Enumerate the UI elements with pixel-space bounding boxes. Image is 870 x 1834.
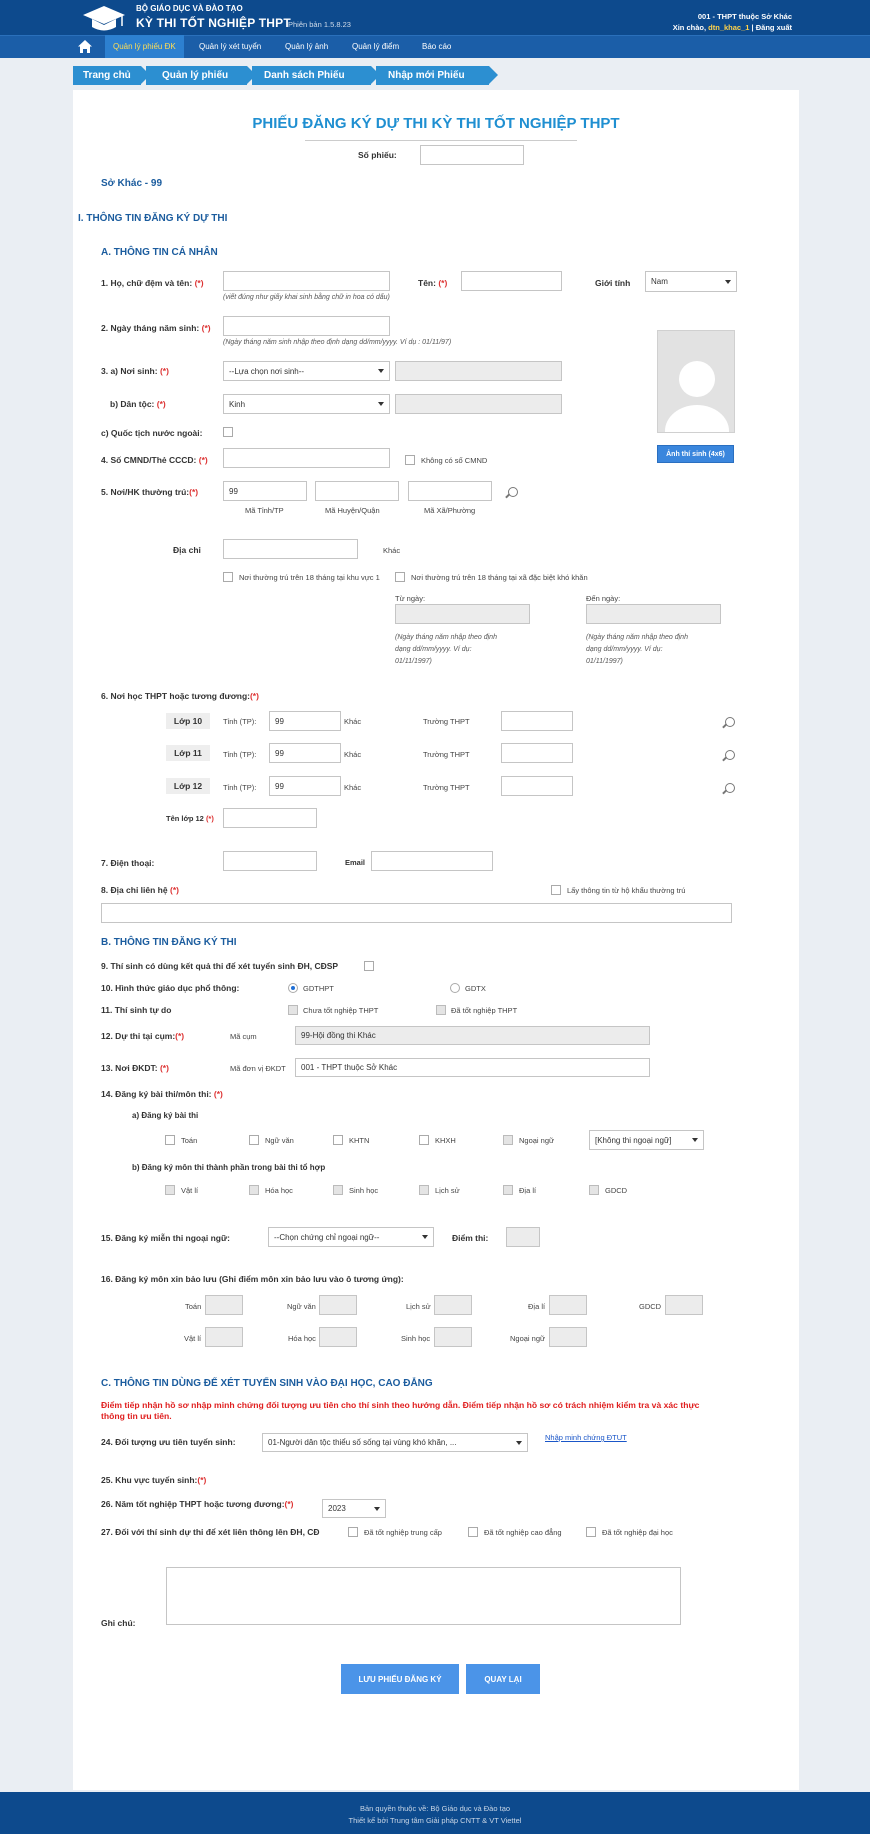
- nav-item-quan-ly-diem[interactable]: Quản lý điểm: [352, 42, 400, 51]
- bl-gdcd-input: [665, 1295, 703, 1315]
- email-label: Email: [345, 858, 366, 867]
- ten-label: [418, 278, 447, 288]
- ten-lop-required: (*): [205, 814, 214, 823]
- grade-10-truong-label: Trường THPT: [423, 717, 470, 726]
- ghi-chu-textarea[interactable]: [166, 1567, 681, 1625]
- minh-chung-link[interactable]: Nhập minh chứng ĐTUT: [545, 1433, 627, 1442]
- logout-link[interactable]: Đăng xuất: [755, 23, 792, 32]
- bl-ngoai-ngu-input: [549, 1327, 587, 1347]
- noi-sinh-other-input: [395, 361, 562, 381]
- username-link[interactable]: dtn_khac_1: [708, 23, 750, 32]
- q3b-required: (*): [156, 399, 166, 409]
- mt-hoa-hoc-checkbox: [249, 1185, 259, 1195]
- dia-chi-lien-he-input[interactable]: [101, 903, 732, 923]
- page-footer: [0, 1792, 870, 1834]
- search-icon[interactable]: [508, 487, 518, 497]
- home-icon[interactable]: [77, 39, 93, 54]
- bl-toan-input: [205, 1295, 243, 1315]
- tu-ngay-hint-3: 01/11/1997): [395, 658, 432, 665]
- bt-toan-checkbox[interactable]: [165, 1135, 175, 1145]
- footer-copyright: Bản quyền thuộc về: Bộ Giáo dục và Đào tạo: [359, 1804, 511, 1813]
- q9-checkbox[interactable]: [364, 961, 374, 971]
- gioi-tinh-select[interactable]: Nam: [645, 271, 737, 292]
- den-ngay-input: [586, 604, 721, 624]
- kv1-checkbox[interactable]: [223, 572, 233, 582]
- q6-text: 6. Nơi học THPT hoặc tương đương:: [101, 691, 250, 701]
- chung-chi-select[interactable]: --Chọn chứng chỉ ngoại ngữ--: [268, 1227, 434, 1247]
- ho-ten-input[interactable]: [223, 271, 390, 291]
- q13-required: (*): [159, 1063, 169, 1073]
- ma-tinh-caption: Mã Tỉnh/TP: [245, 506, 284, 515]
- ten-text: Tên:: [418, 278, 436, 288]
- bt-ngu-van-checkbox[interactable]: [249, 1135, 259, 1145]
- tu-ngay-input: [395, 604, 530, 624]
- nam-tot-nghiep-select[interactable]: 2023: [322, 1499, 386, 1518]
- bt-khxh-label: KHXH: [435, 1136, 456, 1145]
- grade-11-tag: Lớp 11: [166, 745, 210, 761]
- doi-tuong-select[interactable]: 01-Người dân tộc thiểu số sống tại vùng khó khăn, ...: [262, 1433, 528, 1452]
- chua-tn-label: Chưa tốt nghiệp THPT: [303, 1006, 379, 1015]
- grade-10-search-icon[interactable]: [725, 717, 735, 727]
- q4-label: [101, 455, 208, 465]
- den-ngay-label: Đến ngày:: [586, 594, 621, 603]
- gioi-tinh-label: Giới tính: [595, 278, 631, 288]
- grade-12-truong-label: Trường THPT: [423, 783, 470, 792]
- q4-text: 4. Số CMND/Thẻ CCCD:: [101, 455, 197, 465]
- breadcrumb-quan-ly[interactable]: Quản lý phiếu: [146, 66, 247, 85]
- bl-hoa-hoc-input: [319, 1327, 357, 1347]
- q1-label: [101, 278, 204, 288]
- mt-sinh-hoc-checkbox: [333, 1185, 343, 1195]
- mt-dia-li-label: Địa lí: [519, 1186, 537, 1195]
- q2-hint: (Ngày tháng năm sinh nhập theo định dạng dd/mm/yyyy. Ví dụ : 01/11/97): [223, 339, 452, 346]
- q8-label: [101, 885, 179, 895]
- mt-sinh-hoc-label: Sinh học: [349, 1186, 379, 1195]
- mt-vat-li-label: Vật lí: [181, 1186, 199, 1195]
- ngay-sinh-input[interactable]: [223, 316, 390, 336]
- no-cmnd-label: Không có số CMND: [421, 456, 488, 465]
- nav-item-quan-ly-anh[interactable]: Quản lý ảnh: [285, 42, 329, 51]
- gdtx-radio[interactable]: [450, 983, 460, 993]
- ma-xa-caption: Mã Xã/Phường: [424, 506, 476, 515]
- q13-label: [101, 1063, 169, 1073]
- quoc-tich-checkbox[interactable]: [223, 427, 233, 437]
- grade-11-search-icon[interactable]: [725, 750, 735, 760]
- ghi-chu-label: Ghi chú:: [101, 1618, 136, 1628]
- q9-label: 9. Thí sinh có dùng kết quả thi để xét tuyển sinh ĐH, CĐSP: [101, 961, 339, 971]
- q5-label: [101, 487, 198, 497]
- ngoai-ngu-select[interactable]: [Không thi ngoại ngữ]: [589, 1130, 704, 1150]
- graduation-cap-logo-icon: [82, 4, 126, 34]
- grade-12-tinh-input[interactable]: 99: [269, 776, 341, 796]
- tu-ngay-hint-2: dạng dd/mm/yyyy. Ví dụ:: [395, 646, 472, 653]
- q25-label: [101, 1475, 206, 1485]
- q3b-text: b) Dân tộc:: [110, 399, 155, 409]
- grade-10-tinh-label: Tỉnh (TP):: [223, 717, 257, 726]
- noi-sinh-select[interactable]: --Lựa chọn nơi sinh--: [223, 361, 390, 381]
- grade-10-tag: Lớp 10: [166, 713, 210, 729]
- lt-trung-cap-checkbox[interactable]: [348, 1527, 358, 1537]
- ten-lop-input[interactable]: [223, 808, 317, 828]
- breadcrumb-home[interactable]: Trang chủ: [73, 66, 141, 85]
- nav-item-phieu-dk[interactable]: Quản lý phiếu ĐK: [105, 35, 184, 58]
- gdtx-label: GDTX: [465, 984, 486, 993]
- q26-required: (*): [284, 1499, 294, 1509]
- gdthpt-label: GDTHPT: [303, 984, 334, 993]
- bt-khtn-checkbox[interactable]: [333, 1135, 343, 1145]
- greeting: Xin chào,: [672, 23, 707, 32]
- form-title: PHIẾU ĐĂNG KÝ DỰ THI KỲ THI TỐT NGHIỆP THPT: [252, 115, 620, 132]
- q5-required: (*): [189, 487, 199, 497]
- lt-cao-dang-checkbox[interactable]: [468, 1527, 478, 1537]
- q15-score-label: Điểm thi:: [452, 1233, 489, 1243]
- q8-text: 8. Địa chỉ liên hệ: [101, 885, 168, 895]
- unit-label: Sở Khác - 99: [101, 178, 163, 189]
- da-tn-checkbox: [436, 1005, 446, 1015]
- footer-designer: Thiết kế bởi Trung tâm Giải pháp CNTT & VT Viettel: [348, 1816, 522, 1825]
- q3a-label: [101, 366, 169, 376]
- q3b-label: [110, 399, 166, 409]
- tu-ngay-label: Từ ngày:: [395, 594, 426, 603]
- q12-label: [101, 1031, 184, 1041]
- bl-ngoai-ngu-label: Ngoại ngữ: [510, 1334, 546, 1343]
- grade-12-truong-input[interactable]: [501, 776, 573, 796]
- save-button[interactable]: LƯU PHIẾU ĐĂNG KÝ: [341, 1664, 459, 1694]
- ten-lop-text: Tên lớp 12: [166, 814, 204, 823]
- lt-dai-hoc-checkbox[interactable]: [586, 1527, 596, 1537]
- q4-required: (*): [198, 455, 208, 465]
- ma-huyen-input[interactable]: [315, 481, 399, 501]
- lt-trung-cap-label: Đã tốt nghiệp trung cấp: [364, 1528, 442, 1537]
- cmnd-input[interactable]: [223, 448, 390, 468]
- dan-toc-select[interactable]: Kinh: [223, 394, 390, 414]
- kv1-label: Nơi thường trú trên 18 tháng tại khu vực 1: [239, 573, 380, 582]
- avatar-silhouette-icon: [658, 331, 735, 433]
- ma-huyen-caption: Mã Huyện/Quận: [325, 506, 380, 515]
- copy-address-checkbox[interactable]: [551, 885, 561, 895]
- q25-required: (*): [197, 1475, 207, 1485]
- bt-ngoai-ngu-label: Ngoại ngữ: [519, 1136, 555, 1145]
- grade-11-truong-label: Trường THPT: [423, 750, 470, 759]
- den-ngay-hint: [586, 632, 688, 668]
- so-phieu-input[interactable]: [420, 145, 524, 165]
- dan-toc-other-input: [395, 394, 562, 414]
- mt-gdcd-checkbox: [589, 1185, 599, 1195]
- q6-label: [101, 691, 259, 701]
- ministry-name: BỘ GIÁO DỤC VÀ ĐÀO TẠO: [136, 4, 243, 13]
- title-divider: [305, 140, 577, 141]
- grade-12-search-icon[interactable]: [725, 783, 735, 793]
- breadcrumb-danh-sach[interactable]: Danh sách Phiếu: [252, 66, 371, 85]
- q2-text: 2. Ngày tháng năm sinh:: [101, 323, 200, 333]
- bt-toan-label: Toán: [181, 1136, 198, 1145]
- tu-ngay-hint-1: (Ngày tháng năm nhập theo định: [395, 634, 497, 641]
- q1-text: 1. Họ, chữ đệm và tên:: [101, 278, 193, 288]
- mt-dia-li-checkbox: [503, 1185, 513, 1195]
- version-label: Phiên bản 1.5.8.23: [288, 20, 351, 29]
- grade-12-tinh-label: Tỉnh (TP):: [223, 783, 257, 792]
- gdthpt-radio[interactable]: [288, 983, 298, 993]
- q10-label: 10. Hình thức giáo dục phổ thông:: [101, 983, 240, 993]
- q12-text: 12. Dự thi tại cụm:: [101, 1031, 176, 1041]
- q2-label: [101, 323, 211, 333]
- q1-hint: (viết đúng như giấy khai sinh bằng chữ in hoa có dấu): [223, 294, 390, 301]
- den-ngay-hint-2: dạng dd/mm/yyyy. Ví dụ:: [586, 646, 663, 653]
- q13-sub-label: Mã đơn vị ĐKDT: [230, 1064, 286, 1073]
- dbkk-checkbox[interactable]: [395, 572, 405, 582]
- q16-label: 16. Đăng ký môn xin bảo lưu (Ghi điểm môn xin bảo lưu vào ô tương ứng):: [101, 1274, 404, 1284]
- user-bar: [673, 23, 792, 32]
- no-cmnd-checkbox[interactable]: [405, 455, 415, 465]
- ten-required: (*): [438, 278, 448, 288]
- grade-11-truong-input[interactable]: [501, 743, 573, 763]
- ma-don-vi-input[interactable]: 001 - THPT thuộc Sở Khác: [295, 1058, 650, 1077]
- bl-hoa-hoc-label: Hóa học: [288, 1334, 316, 1343]
- q24-label: 24. Đối tượng ưu tiên tuyển sinh:: [101, 1437, 236, 1447]
- q6-required: (*): [249, 691, 259, 701]
- bl-vat-li-input: [205, 1327, 243, 1347]
- bl-ngu-van-label: Ngữ văn: [287, 1302, 316, 1311]
- priority-warning: [101, 1400, 771, 1422]
- bl-sinh-hoc-input: [434, 1327, 472, 1347]
- bl-gdcd-label: GDCD: [639, 1302, 662, 1311]
- nav-item-bao-cao[interactable]: Báo cáo: [422, 42, 452, 51]
- bl-lich-su-input: [434, 1295, 472, 1315]
- grade-11-tinh-input[interactable]: 99: [269, 743, 341, 763]
- q5-text: 5. Nơi/HK thường trú:: [101, 487, 190, 497]
- org-name: 001 - THPT thuộc Sở Khác: [697, 12, 792, 21]
- grade-11-tinh-label: Tỉnh (TP):: [223, 750, 257, 759]
- photo-placeholder: [657, 330, 735, 433]
- bt-ngoai-ngu-checkbox: [503, 1135, 513, 1145]
- bt-khtn-label: KHTN: [349, 1136, 370, 1145]
- system-title: KỲ THI TỐT NGHIỆP THPT: [136, 16, 291, 30]
- mt-lich-su-label: Lịch sử: [435, 1186, 460, 1195]
- bl-vat-li-label: Vật lí: [184, 1334, 202, 1343]
- q14-required: (*): [213, 1089, 223, 1099]
- ma-cum-input: 99-Hội đồng thi Khác: [295, 1026, 650, 1045]
- grade-12-tag: Lớp 12: [166, 778, 210, 794]
- mt-gdcd-label: GDCD: [605, 1186, 628, 1195]
- bl-ngu-van-input: [319, 1295, 357, 1315]
- user-separator: |: [751, 23, 754, 32]
- section-a-title: A. THÔNG TIN CÁ NHÂN: [101, 247, 218, 258]
- dien-thoai-input[interactable]: [223, 851, 317, 871]
- q15-score-input: [506, 1227, 540, 1247]
- dia-chi-label: Địa chỉ: [173, 545, 201, 555]
- grade-10-khac: Khác: [344, 717, 362, 726]
- tu-ngay-hint: [395, 632, 497, 668]
- section-b-title: B. THÔNG TIN ĐĂNG KÝ THI: [101, 937, 237, 948]
- q3c-label: c) Quốc tịch nước ngoài:: [101, 428, 203, 438]
- bl-toan-label: Toán: [185, 1302, 202, 1311]
- q14-label: [101, 1089, 223, 1099]
- den-ngay-hint-1: (Ngày tháng năm nhập theo định: [586, 634, 688, 641]
- q11-label: 11. Thí sinh tự do: [101, 1005, 172, 1015]
- photo-upload-button[interactable]: Ảnh thí sinh (4x6): [657, 445, 734, 463]
- q12-sub-label: Mã cụm: [230, 1032, 257, 1041]
- bl-dia-li-label: Địa lí: [528, 1302, 546, 1311]
- ten-input[interactable]: [461, 271, 562, 291]
- ma-tinh-input[interactable]: 99: [223, 481, 307, 501]
- q14a-label: a) Đăng ký bài thi: [132, 1111, 199, 1120]
- q26-text: 26. Năm tốt nghiệp THPT hoặc tương đương:: [101, 1499, 285, 1509]
- q25-text: 25. Khu vực tuyển sinh:: [101, 1475, 198, 1485]
- dia-chi-input[interactable]: [223, 539, 358, 559]
- email-input[interactable]: [371, 851, 493, 871]
- q3a-text: 3. a) Nơi sinh:: [101, 366, 158, 376]
- bl-dia-li-input: [549, 1295, 587, 1315]
- khac-label: Khác: [383, 546, 401, 555]
- ten-lop-label: [166, 814, 214, 823]
- q27-label: 27. Đối với thí sinh dự thi để xét liên thông lên ĐH, CĐ: [101, 1527, 320, 1537]
- mt-lich-su-checkbox: [419, 1185, 429, 1195]
- grade-10-truong-input[interactable]: [501, 711, 573, 731]
- q7-label: 7. Điện thoại:: [101, 858, 155, 868]
- grade-12-khac: Khác: [344, 783, 362, 792]
- copy-address-label: Lấy thông tin từ hộ khẩu thường trú: [567, 886, 686, 895]
- q26-label: [101, 1499, 294, 1509]
- grade-11-khac: Khác: [344, 750, 362, 759]
- section-c-title: C. THÔNG TIN DÙNG ĐỂ XÉT TUYỂN SINH VÀO ĐẠI HỌC, CAO ĐẲNG: [101, 1378, 433, 1389]
- priority-warning-line-1: Điểm tiếp nhận hồ sơ nhập minh chứng đối tượng ưu tiên cho thí sinh theo hướng dẫn. Điểm tiếp nhận hồ sơ có trách nhiệm kiểm tra và xác thực: [101, 1400, 700, 1410]
- q14b-label: b) Đăng ký môn thi thành phần trong bài thi tổ hợp: [132, 1163, 326, 1172]
- q1-required: (*): [194, 278, 204, 288]
- dbkk-label: Nơi thường trú trên 18 tháng tại xã đặc biệt khó khăn: [411, 573, 588, 582]
- chua-tn-checkbox: [288, 1005, 298, 1015]
- q15-label: 15. Đăng ký miễn thi ngoại ngữ:: [101, 1233, 230, 1243]
- grade-10-tinh-input[interactable]: 99: [269, 711, 341, 731]
- mt-hoa-hoc-label: Hóa học: [265, 1186, 293, 1195]
- bt-khxh-checkbox[interactable]: [419, 1135, 429, 1145]
- q2-required: (*): [201, 323, 211, 333]
- section-1-title: I. THÔNG TIN ĐĂNG KÝ DỰ THI: [78, 213, 228, 224]
- so-phieu-label: Số phiếu:: [358, 150, 397, 160]
- lt-dai-hoc-label: Đã tốt nghiệp đại học: [602, 1528, 673, 1537]
- mt-vat-li-checkbox: [165, 1185, 175, 1195]
- q3a-required: (*): [159, 366, 169, 376]
- priority-warning-line-2: thông tin ưu tiên.: [101, 1411, 172, 1421]
- q13-text: 13. Nơi ĐKDT:: [101, 1063, 158, 1073]
- den-ngay-hint-3: 01/11/1997): [586, 658, 623, 665]
- da-tn-label: Đã tốt nghiệp THPT: [451, 1006, 518, 1015]
- ma-xa-input[interactable]: [408, 481, 492, 501]
- q8-required: (*): [169, 885, 179, 895]
- back-button[interactable]: QUAY LẠI: [466, 1664, 540, 1694]
- nav-item-xet-tuyen[interactable]: Quản lý xét tuyển: [199, 42, 262, 51]
- q14-text: 14. Đăng ký bài thi/môn thi:: [101, 1089, 212, 1099]
- bt-ngu-van-label: Ngữ văn: [265, 1136, 294, 1145]
- bl-sinh-hoc-label: Sinh học: [401, 1334, 431, 1343]
- bl-lich-su-label: Lịch sử: [406, 1302, 431, 1311]
- lt-cao-dang-label: Đã tốt nghiệp cao đẳng: [484, 1528, 562, 1537]
- q12-required: (*): [175, 1031, 185, 1041]
- breadcrumb-nhap-moi: Nhập mới Phiếu: [376, 66, 489, 85]
